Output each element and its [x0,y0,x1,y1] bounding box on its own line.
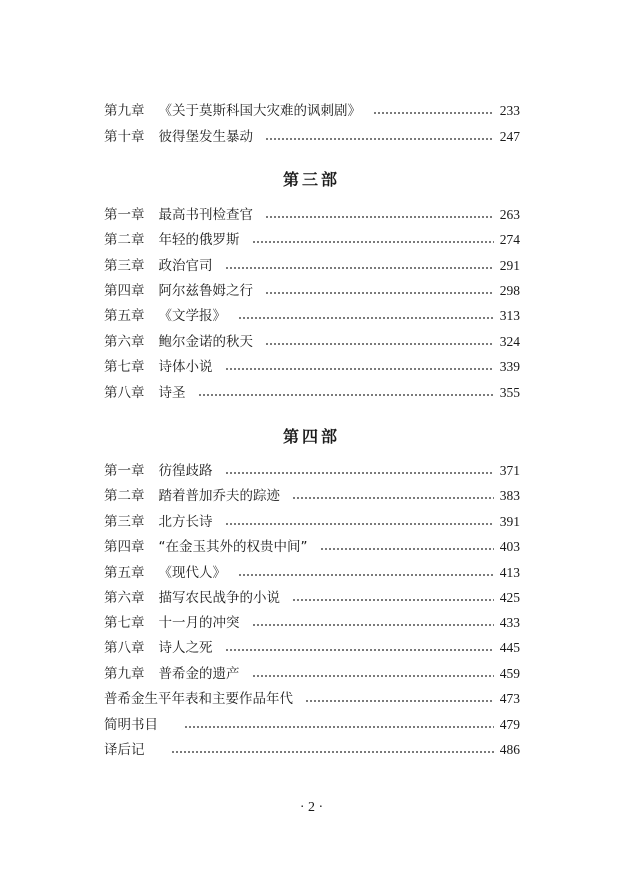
toc-entry[interactable] [104,281,520,301]
toc-entry[interactable] [104,256,520,276]
chapter-label: 第四章 [104,539,145,555]
toc-entry[interactable] [104,357,520,377]
page-ref: 486 [499,742,520,757]
toc-entry[interactable] [104,613,520,633]
chapter-label: 第三章 [104,258,145,274]
toc-entry[interactable] [104,332,520,352]
page-ref: 371 [499,463,520,478]
toc-entry[interactable] [104,537,520,557]
toc-entry[interactable] [104,101,520,121]
toc-entry[interactable] [104,230,520,250]
chapter-title: 《关于莫斯科国大灾难的讽刺剧》 [158,103,361,119]
page-ref: 459 [499,666,520,681]
chapter-title: 普希金生平年表和主要作品年代 [104,691,293,707]
chapter-label: 第三章 [104,514,145,530]
dot-leader [252,675,494,677]
page-ref: 445 [499,640,520,655]
chapter-label: 第一章 [104,207,145,223]
chapter-label: 第七章 [104,359,145,375]
dot-leader [225,267,494,269]
toc-entry[interactable] [104,563,520,583]
toc-entry[interactable] [104,638,520,658]
chapter-title: 彷徨歧路 [158,463,213,479]
toc-entry[interactable] [104,689,520,709]
page-ref: 313 [499,308,520,323]
toc-entry[interactable] [104,486,520,506]
dot-leader [198,394,494,396]
chapter-title: 译后记 [104,742,145,758]
chapter-label: 第十章 [104,129,145,145]
dot-leader [265,292,494,294]
dot-leader [225,523,494,525]
chapter-title: 北方长诗 [158,514,213,530]
chapter-label: 第六章 [104,334,145,350]
chapter-title: 最高书刊检查官 [158,207,253,223]
chapter-label: 第六章 [104,590,145,606]
dot-leader [265,138,494,140]
toc-entry[interactable] [104,306,520,326]
chapter-label: 第二章 [104,488,145,504]
page-ref: 247 [499,129,520,144]
dot-leader [225,472,494,474]
chapter-title: 《文学报》 [158,308,226,324]
page-ref: 274 [499,232,520,247]
page-ref: 479 [499,717,520,732]
chapter-label: 第四章 [104,283,145,299]
page-ref: 383 [499,488,520,503]
page-ref: 339 [499,359,520,374]
part-heading: 第四部 [282,427,340,446]
dot-leader [171,751,494,753]
chapter-title: 简明书目 [104,717,158,733]
chapter-title: 十一月的冲突 [158,615,240,631]
toc-entry[interactable] [104,512,520,532]
page-ref: 425 [499,590,520,605]
page-ref: 355 [499,385,520,400]
chapter-title: 诗人之死 [158,640,213,656]
chapter-title: “在金玉其外的权贵中间” [158,539,308,555]
part-heading: 第三部 [282,170,340,189]
toc-entry[interactable] [104,740,520,760]
dot-leader [292,497,494,499]
chapter-title: 诗圣 [158,385,186,401]
toc-entry[interactable] [104,664,520,684]
chapter-title: 年轻的俄罗斯 [158,232,240,248]
chapter-title: 政治官司 [158,258,213,274]
chapter-title: 阿尔兹鲁姆之行 [158,283,253,299]
chapter-label: 第七章 [104,615,145,631]
chapter-label: 第二章 [104,232,145,248]
dot-leader [265,216,494,218]
dot-leader [238,574,494,576]
dot-leader [252,624,494,626]
toc-entry[interactable] [104,205,520,225]
page-ref: 291 [499,258,520,273]
toc-entry[interactable] [104,383,520,403]
dot-leader [320,548,494,550]
page-ref: 391 [499,514,520,529]
page-ref: 403 [499,539,520,554]
page-ref: 298 [499,283,520,298]
chapter-label: 第五章 [104,565,145,581]
dot-leader [292,599,494,601]
dot-leader [225,649,494,651]
chapter-title: 普希金的遗产 [158,666,240,682]
page-ref: 324 [499,334,520,349]
chapter-title: 《现代人》 [158,565,226,581]
toc-entry[interactable] [104,127,520,147]
chapter-title: 描写农民战争的小说 [158,590,280,606]
chapter-title: 踏着普加乔夫的踪迹 [158,488,280,504]
page-ref: 263 [499,207,520,222]
toc-entry[interactable] [104,461,520,481]
dot-leader [305,700,494,702]
dot-leader [184,726,494,728]
toc-entry[interactable] [104,715,520,735]
dot-leader [373,112,494,114]
chapter-label: 第五章 [104,308,145,324]
page-ref: 473 [499,691,520,706]
dot-leader [238,317,494,319]
chapter-label: 第九章 [104,103,145,119]
dot-leader [252,241,494,243]
page-ref: 413 [499,565,520,580]
chapter-label: 第八章 [104,640,145,656]
chapter-label: 第一章 [104,463,145,479]
dot-leader [225,368,494,370]
chapter-label: 第九章 [104,666,145,682]
chapter-label: 第八章 [104,385,145,401]
page-number: · 2 · [299,800,324,815]
toc-entry[interactable] [104,588,520,608]
page-ref: 233 [499,103,520,118]
chapter-title: 鲍尔金诺的秋天 [158,334,253,350]
page-ref: 433 [499,615,520,630]
chapter-title: 彼得堡发生暴动 [158,129,253,145]
chapter-title: 诗体小说 [158,359,213,375]
dot-leader [265,343,494,345]
